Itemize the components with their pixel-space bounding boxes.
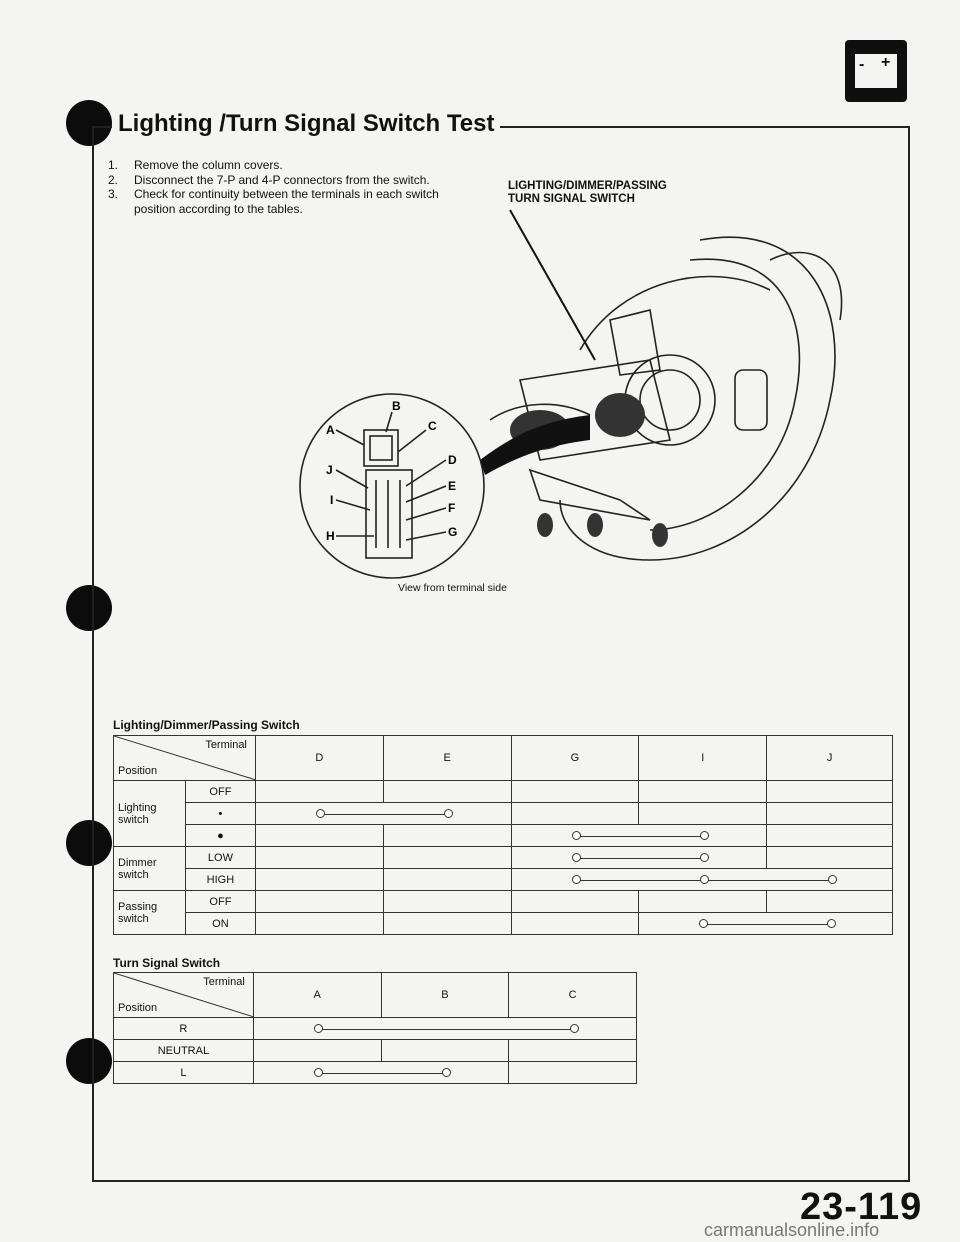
table1-col-header: I: [639, 736, 767, 781]
continuity-g-i: [511, 825, 767, 847]
step: 2. Disconnect the 7-P and 4-P connectors from the switch.: [108, 172, 430, 187]
table-row: [114, 803, 893, 825]
table-row: [114, 781, 893, 803]
connector-label-i: I: [330, 493, 334, 507]
connector-label-c: C: [428, 419, 437, 433]
connector-label-j: J: [326, 463, 333, 477]
page-number: 23-119: [800, 1186, 923, 1228]
position-label: ON: [185, 913, 255, 935]
position-label: •: [185, 803, 255, 825]
continuity-g-i: [511, 847, 767, 869]
view-caption: View from terminal side: [398, 582, 507, 594]
connector-label-b: B: [392, 399, 401, 413]
table1-col-header: D: [255, 736, 383, 781]
table1-corner: Terminal Position: [114, 736, 256, 781]
continuity-a-c: [253, 1018, 636, 1040]
position-label: NEUTRAL: [114, 1040, 254, 1062]
connector-label-g: G: [448, 525, 458, 539]
connector-label-a: A: [326, 423, 335, 437]
table-row: [114, 913, 893, 935]
group-label-passing: Passing switch: [114, 891, 186, 935]
step: 1. Remove the column covers.: [108, 158, 283, 172]
table-row: [114, 1062, 637, 1084]
section-title: Lighting /Turn Signal Switch Test: [112, 110, 500, 138]
lighting-switch-table: [113, 735, 893, 935]
position-label: OFF: [185, 781, 255, 803]
table-row: [114, 847, 893, 869]
continuity-a-b: [253, 1062, 508, 1084]
table2-title: Turn Signal Switch: [113, 956, 221, 970]
group-label-lighting: Lighting switch: [114, 781, 186, 847]
table1-col-header: G: [511, 736, 639, 781]
position-label: L: [114, 1062, 254, 1084]
watermark: carmanualsonline.info: [704, 1220, 880, 1240]
table-row: [114, 825, 893, 847]
continuity-d-e: [255, 803, 511, 825]
table2-corner: Terminal Position: [114, 973, 254, 1018]
position-label: HIGH: [185, 869, 255, 891]
table-row: [114, 869, 893, 891]
position-label: LOW: [185, 847, 255, 869]
table2-col-header: B: [381, 973, 509, 1018]
table1-col-header: E: [383, 736, 511, 781]
position-label: ●: [185, 825, 255, 847]
position-label: OFF: [185, 891, 255, 913]
battery-plus: +: [881, 54, 891, 71]
table1-title: Lighting/Dimmer/Passing Switch: [113, 718, 300, 732]
step: 3. Check for continuity between the terminals in each switch position according to the tables.: [108, 187, 439, 216]
connector-label-h: H: [326, 529, 335, 543]
table-row: [114, 891, 893, 913]
battery-icon: [845, 40, 907, 102]
table2-col-header: C: [509, 973, 637, 1018]
switch-callout: LIGHTING/DIMMER/PASSING TURN SIGNAL SWITCH: [508, 180, 667, 205]
battery-minus: -: [859, 56, 865, 73]
connector-label-d: D: [448, 453, 457, 467]
table-row: [114, 1040, 637, 1062]
table-row: [114, 1018, 637, 1040]
connector-label-f: F: [448, 501, 456, 515]
continuity-g-i-j: [511, 869, 892, 891]
continuity-i-j: [639, 913, 893, 935]
table2-col-header: A: [253, 973, 381, 1018]
connector-label-e: E: [448, 479, 457, 493]
turn-signal-table: [113, 972, 637, 1084]
group-label-dimmer: Dimmer switch: [114, 847, 186, 891]
position-label: R: [114, 1018, 254, 1040]
connector-detail: [296, 390, 496, 590]
table1-col-header: J: [767, 736, 893, 781]
